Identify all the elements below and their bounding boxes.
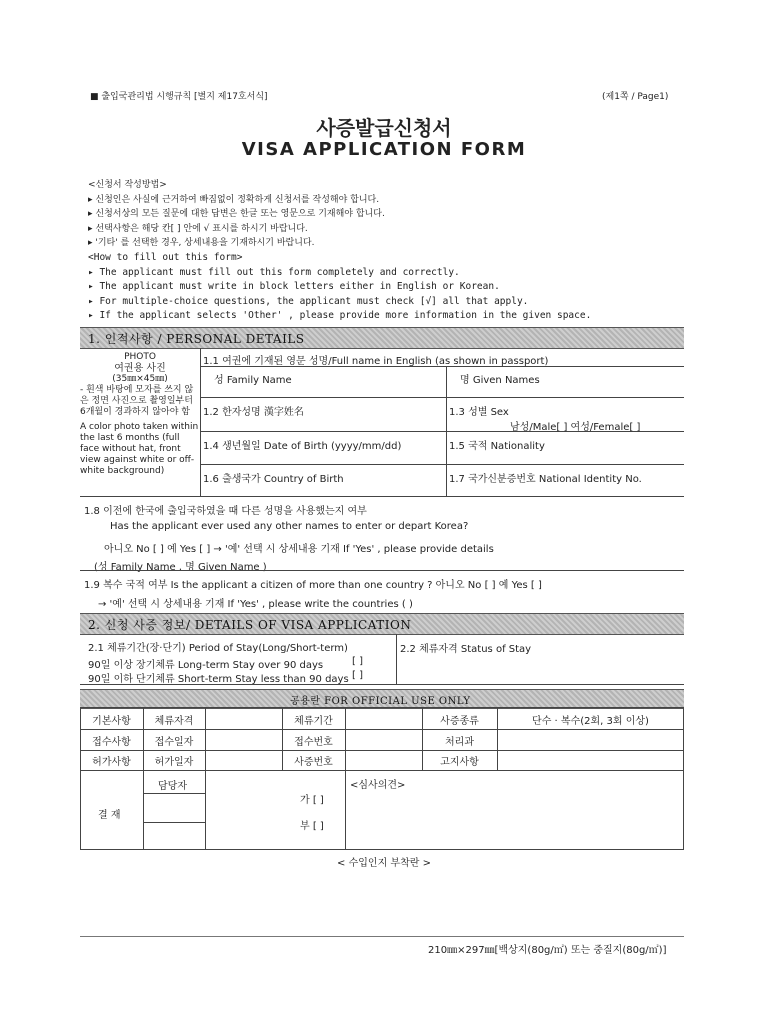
instruction-ko-1: ▸ 신청인은 사실에 근거하여 빠짐없이 정확하게 신청서를 작성해야 합니다. <box>88 194 380 205</box>
field-1-1-label: 1.1 여권에 기재된 영문 성명/Full name in English (as shown in passport) <box>203 356 549 367</box>
revenue-stamp-note: < 수입인지 부착란 > <box>337 858 431 869</box>
review-opinion-label: <심사의견> <box>350 780 406 791</box>
paper-spec-footer: 210㎜×297㎜[백상지(80g/㎡) 또는 중질지(80g/㎡)] <box>428 945 667 956</box>
official-cell-r0-c3: 체류기간 <box>294 716 333 727</box>
field-1-9-label[interactable]: 1.9 복수 국적 여부 Is the applicant a citizen of more than one country ? 아니오 No [ ] 예 Yes [ ] <box>84 580 542 591</box>
section-visa-details-title: 2. 신청 사증 정보/ DETAILS OF VISA APPLICATION <box>88 618 412 632</box>
field-2-1-label: 2.1 체류기간(장·단기) Period of Stay(Long/Short-term) <box>88 643 348 654</box>
official-cell-r0-c5: 사증종류 <box>440 716 479 727</box>
official-cell-r1-c0: 접수사항 <box>92 737 131 748</box>
section-personal-details-title: 1. 인적사항 / PERSONAL DETAILS <box>88 332 305 346</box>
short-term-checkbox[interactable]: [ ] <box>352 670 363 681</box>
field-1-8-english: Has the applicant ever used any other names to enter or depart Korea? <box>110 521 469 532</box>
field-given-names[interactable]: 명 Given Names <box>460 375 540 386</box>
field-national-id[interactable]: 1.7 국가신분증번호 National Identity No. <box>449 474 642 485</box>
approve-checkbox[interactable]: 가 [ ] <box>300 795 324 806</box>
official-cell-r2-c0: 허가사항 <box>92 757 131 768</box>
field-status-of-stay[interactable]: 2.2 체류자격 Status of Stay <box>400 644 532 655</box>
field-long-term-stay[interactable]: 90일 이상 장기체류 Long-term Stay over 90 days <box>88 660 324 671</box>
official-cell-r2-c1: 허가일자 <box>154 757 194 768</box>
instructions-heading-ko: <신청서 작성방법> <box>88 180 167 190</box>
approval-label: 결 재 <box>98 810 121 821</box>
official-cell-r0-c6: 단수 · 복수(2회, 3회 이상) <box>532 716 649 727</box>
field-short-term-stay[interactable]: 90일 이하 단기체류 Short-term Stay less than 90 days <box>88 674 349 685</box>
instructions <box>88 178 591 324</box>
instruction-en-1: ▸ The applicant must fill out this form completely and correctly. <box>88 266 460 278</box>
official-use-title: 공용란 FOR OFFICIAL USE ONLY <box>290 696 471 707</box>
official-cell-r1-c5: 처리과 <box>445 737 474 748</box>
reject-checkbox[interactable]: 부 [ ] <box>300 821 324 832</box>
section-personal-details-header <box>80 327 684 349</box>
field-country-of-birth[interactable]: 1.6 출생국가 Country of Birth <box>203 474 344 485</box>
field-date-of-birth[interactable]: 1.4 생년월일 Date of Birth (yyyy/mm/dd) <box>203 441 402 452</box>
photo-size: (35㎜×45㎜) <box>112 374 168 384</box>
field-1-8-options[interactable]: 아니오 No [ ] 예 Yes [ ] → '예' 선택 시 상세내용 기재 If 'Yes' , please provide details <box>104 544 494 555</box>
official-cell-r1-c3: 접수번호 <box>294 737 333 748</box>
page-marker: (제1쪽 / Page1) <box>602 92 669 102</box>
instruction-en-4: ▸ If the applicant selects 'Other' , please provide more information in the given space. <box>88 310 592 322</box>
field-chinese-name[interactable]: 1.2 한자성명 漢字姓名 <box>203 407 304 418</box>
field-nationality[interactable]: 1.5 국적 Nationality <box>449 441 545 452</box>
instructions-heading-en: <How to fill out this form> <box>88 251 243 263</box>
title-english: VISA APPLICATION FORM <box>241 139 527 160</box>
title-korean: 사증발급신청서 <box>316 116 452 140</box>
photo-desc-en: A color photo taken within the last 6 months (full face without hat, front view against white or off-white background) <box>80 422 199 476</box>
instruction-en-2: ▸ The applicant must write in block letters either in English or Korean. <box>88 281 500 293</box>
official-use-header <box>80 689 684 709</box>
official-cell-r0-c0: 기본사항 <box>92 716 131 727</box>
official-cell-r2-c3: 사증번호 <box>294 757 333 768</box>
photo-area[interactable] <box>80 352 200 477</box>
photo-label-ko: 여권용 사진 <box>114 363 166 374</box>
photo-desc-ko: - 흰색 바탕에 모자를 쓰지 않은 정면 사진으로 촬영일부터 6개월이 경과하지 않아야 함 <box>80 385 194 417</box>
field-sex-label: 1.3 성별 Sex <box>449 407 509 418</box>
officer-label: 담당자 <box>158 781 187 792</box>
official-cell-r1-c1: 접수일자 <box>154 737 194 748</box>
field-1-9-countries[interactable]: → '예' 선택 시 상세내용 기재 If 'Yes' , please write the countries ( ) <box>98 599 413 610</box>
instruction-ko-3: ▸ 선택사항은 해당 칸[ ] 안에 √ 표시를 하시기 바랍니다. <box>88 223 308 234</box>
instruction-ko-4: ▸ '기타' 를 선택한 경우, 상세내용을 기재하시기 바랍니다. <box>88 238 315 249</box>
field-sex-options[interactable]: 남성/Male[ ] 여성/Female[ ] <box>510 422 641 433</box>
photo-label: PHOTO <box>124 352 156 362</box>
official-cell-r0-c1: 체류자격 <box>154 716 194 727</box>
field-family-name[interactable]: 성 Family Name <box>214 375 292 386</box>
instruction-en-3: ▸ For multiple-choice questions, the applicant must check [√] all that apply. <box>88 295 529 307</box>
instruction-ko-2: ▸ 신청서상의 모든 질문에 대한 답변은 한글 또는 영문으로 기재해야 합니다. <box>88 209 385 220</box>
long-term-checkbox[interactable]: [ ] <box>352 656 363 667</box>
official-cell-r2-c5: 고지사항 <box>440 757 479 768</box>
field-1-8-name-details[interactable]: (성 Family Name , 명 Given Name ) <box>94 562 267 573</box>
field-1-8-label: 1.8 이전에 한국에 출입국하였을 때 다른 성명을 사용했는지 여부 <box>84 506 367 517</box>
regulation-reference: ■ 출입국관리법 시행규칙 [별지 제17호서식] <box>90 92 268 102</box>
section-visa-details-header <box>80 613 684 635</box>
